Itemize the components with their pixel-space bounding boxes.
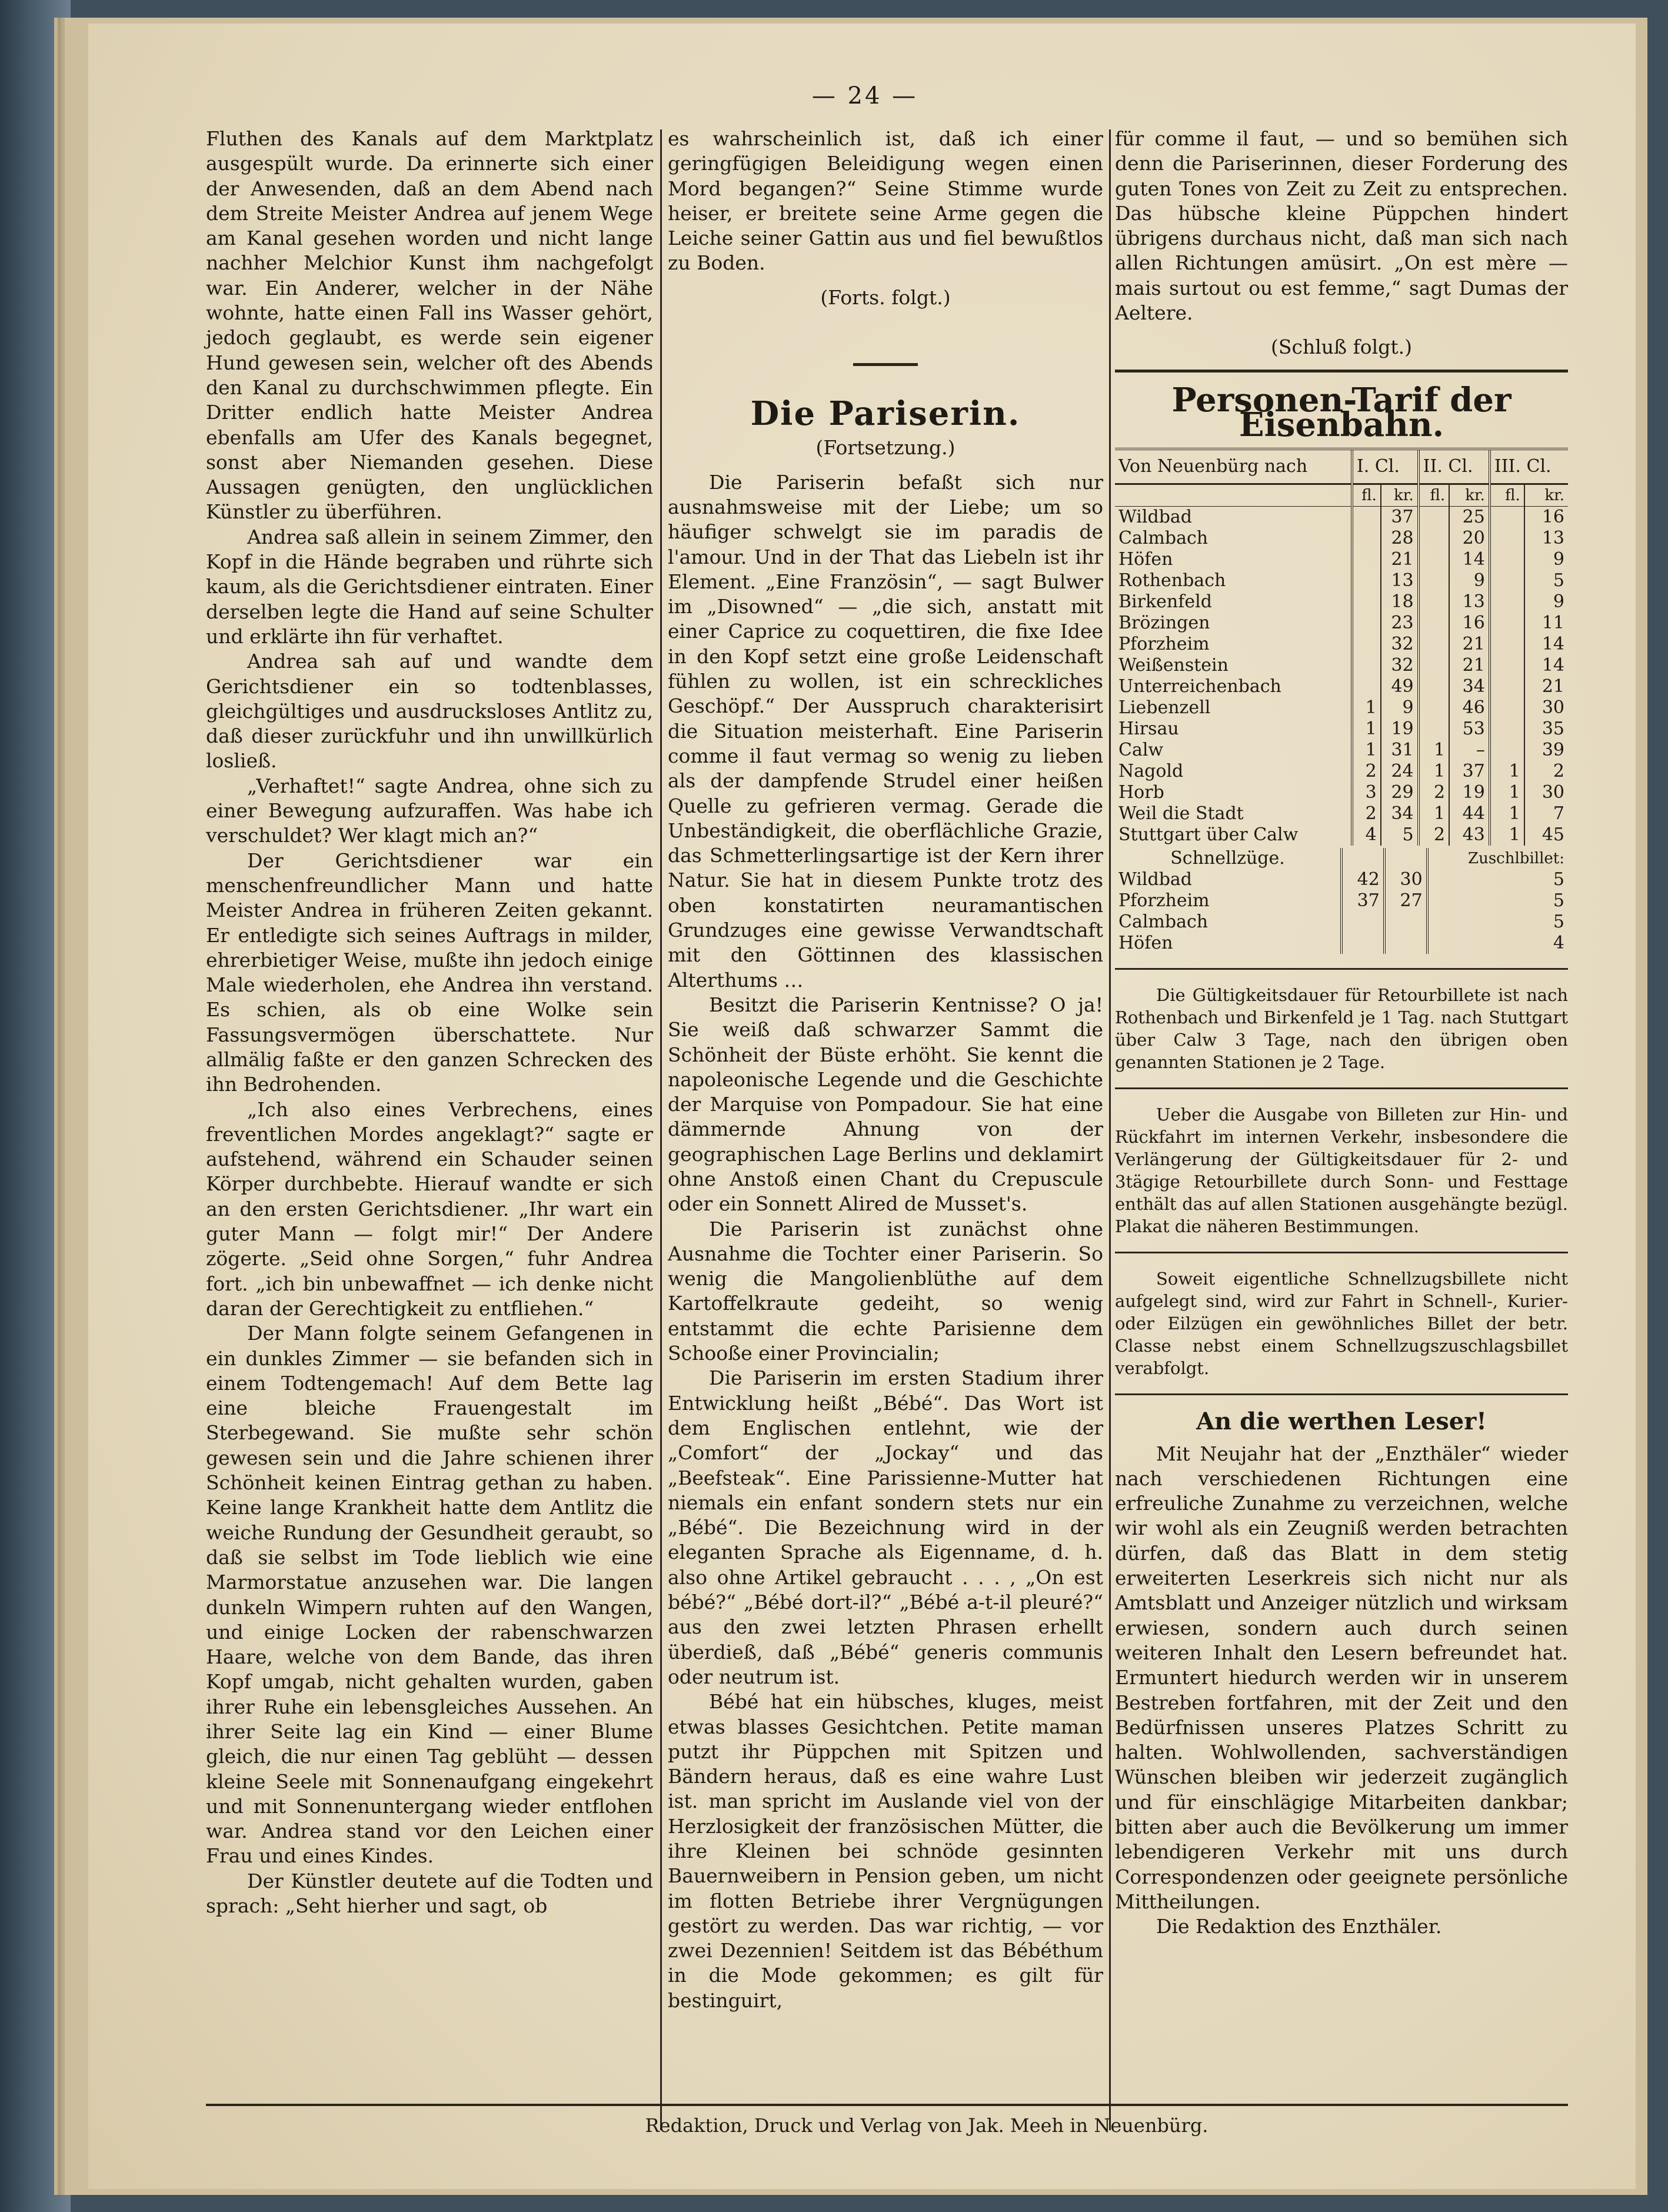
tarif-price: [1490, 655, 1524, 676]
schnellzug-station: Wildbad: [1118, 869, 1192, 890]
unit-fl: fl.: [1490, 484, 1524, 507]
tarif-station: Rothenbach: [1118, 570, 1226, 591]
schnellzug-row: [1115, 912, 1568, 933]
column-3: [1115, 127, 1568, 1940]
tarif-price: 53: [1449, 719, 1490, 740]
tarif-row: [1115, 719, 1568, 740]
tarif-price: 29: [1381, 782, 1419, 803]
tarif-price: 1: [1419, 803, 1449, 824]
schnellzug-price: [1384, 933, 1427, 954]
schnellzug-price: 27: [1384, 890, 1427, 912]
tarif-price: 21: [1449, 634, 1490, 655]
tarif-price: [1490, 719, 1524, 740]
tarif-row: [1115, 740, 1568, 761]
tarif-price: [1352, 570, 1381, 591]
paragraph: Der Künstler deutete auf die Todten und sprach: „Seht hierher und sagt, ob: [206, 1869, 653, 1918]
tarif-price: 1: [1490, 761, 1524, 782]
tarif-row: [1115, 507, 1568, 528]
tarif-price: [1419, 591, 1449, 613]
tarif-price: 28: [1381, 528, 1419, 549]
tarif-price: [1419, 697, 1449, 719]
tarif-price: 32: [1381, 655, 1419, 676]
tarif-station: Pforzheim: [1118, 634, 1210, 655]
schnellzug-price: 30: [1384, 869, 1427, 890]
note-divider: [1115, 968, 1568, 970]
tarif-price: 2: [1419, 824, 1449, 846]
tarif-price: 43: [1449, 824, 1490, 846]
tarif-price: 2: [1419, 782, 1449, 803]
tarif-price: 34: [1381, 803, 1419, 824]
unit-kr: kr.: [1381, 484, 1419, 507]
tarif-price: 39: [1524, 740, 1568, 761]
tarif-price: 19: [1449, 782, 1490, 803]
tarif-price: 45: [1524, 824, 1568, 846]
schnellzug-price: 5: [1427, 869, 1568, 890]
zuschlag-label: Zuschlbillet:: [1427, 848, 1568, 869]
tarif-price: [1352, 591, 1381, 613]
tarif-price: 9: [1449, 570, 1490, 591]
tarif-price: [1490, 507, 1524, 528]
tarif-price: 2: [1352, 761, 1381, 782]
paragraph: Andrea saß allein in seinem Zimmer, den Kopf in die Hände begraben und rührte sich kaum, als die Gerichtsdiener eintraten. Einer derselben legte die Hand auf seine Schulter und erklärte ihn für verhaftet.: [206, 525, 653, 648]
tarif-row: [1115, 761, 1568, 782]
tarif-station: Stuttgart über Calw: [1118, 824, 1299, 846]
tarif-row: [1115, 782, 1568, 803]
tarif-price: 14: [1524, 655, 1568, 676]
tarif-title: Personen-Tarif der Eisenbahn.: [1115, 370, 1568, 451]
tarif-station: Hirsau: [1118, 719, 1179, 740]
tarif-price: 1: [1419, 761, 1449, 782]
class-header: II. Cl.: [1419, 450, 1490, 484]
tarif-price: [1352, 676, 1381, 697]
tarif-price: 16: [1524, 507, 1568, 528]
class-header: I. Cl.: [1352, 450, 1419, 484]
schnellzug-price: 5: [1427, 912, 1568, 933]
tarif-row: [1115, 591, 1568, 613]
tarif-price: 14: [1449, 549, 1490, 570]
schnellzug-price: [1341, 912, 1384, 933]
validity-note: Die Gültigkeitsdauer für Retourbillete ist nach Rothenbach und Birkenfeld je 1 Tag. nach Stuttgart über Calw 3 Tage, nach den übrigen oben genannten Stationen je 2 Tage.: [1115, 985, 1568, 1073]
schnellzug-label: Schnellzüge.: [1170, 848, 1285, 869]
tarif-price: 37: [1381, 507, 1419, 528]
tarif-row: [1115, 570, 1568, 591]
tarif-price: 1: [1419, 740, 1449, 761]
tarif-price: [1419, 507, 1449, 528]
tarif-station: Weißenstein: [1118, 655, 1228, 676]
tarif-price: 37: [1449, 761, 1490, 782]
schnellzug-price: 42: [1341, 869, 1384, 890]
tarif-price: 21: [1381, 549, 1419, 570]
story-title: Die Pariserin.: [750, 394, 1021, 434]
tarif-price: [1352, 655, 1381, 676]
schnellzug-price: [1384, 912, 1427, 933]
tarif-price: [1490, 549, 1524, 570]
tarif-price: 24: [1381, 761, 1419, 782]
tarif-price: 30: [1524, 782, 1568, 803]
tarif-station: Horb: [1118, 782, 1164, 803]
tarif-station: Nagold: [1118, 761, 1184, 782]
tarif-price: [1352, 528, 1381, 549]
schnellzug-body: [1115, 848, 1568, 954]
section-divider: [853, 363, 918, 366]
schnellzug-row: [1115, 890, 1568, 912]
reader-notice-signature: Die Redaktion des Enzthäler.: [1156, 1915, 1442, 1938]
column-1: [206, 127, 653, 1918]
tarif-price: 13: [1381, 570, 1419, 591]
tarif-price: 23: [1381, 613, 1419, 634]
paragraph: Die Pariserin befaßt sich nur ausnahmsweise mit der Liebe; um so häufiger schwelgt sie im paradis de l'amour. Und in der That das Liebeln ist ihr Element. „Eine Französin“, — sagt Bulwer im „Disowned“ — „die sich, anstatt mit einer Caprice zu coquettiren, die fixe Idee in den Kopf setzt eine große Leidenschaft fühlen zu wollen, ist ein schreckliches Geschöpf.“ Der Ausspruch charakterisirt die Situation meisterhaft. Eine Pariserin comme il faut vermag so wenig zu lieben als der dampfende Strudel einer heißen Quelle zu gefrieren vermag. Gerade die Unbeständigkeit, die oberflächliche Grazie, das Schmetterlingsartige ist der Kern ihrer Natur. Sie hat in diesem Punkte trotz des oben konstatirten neuramantischen Grundzuges eine gewisse Verwandtschaft mit den Göttinnen des klassischen Alterthums …: [668, 470, 1103, 992]
tarif-price: 3: [1352, 782, 1381, 803]
tarif-station: Calmbach: [1118, 528, 1208, 549]
schnellzug-row: [1115, 933, 1568, 954]
unit-fl: fl.: [1419, 484, 1449, 507]
schnellzug-row: [1115, 869, 1568, 890]
tarif-price: 1: [1352, 697, 1381, 719]
tarif-price: [1352, 613, 1381, 634]
paragraph: es wahrscheinlich ist, daß ich einer geringfügigen Beleidigung wegen einen Mord begangen?“ Seine Stimme wurde heiser, er breitete seine Arme gegen die Leiche seiner Gattin aus und fiel bewußtlos zu Boden.: [668, 127, 1103, 275]
note-divider: [1115, 1393, 1568, 1395]
column-rule: [660, 129, 662, 2130]
tarif-price: 1: [1490, 782, 1524, 803]
tarif-price: 1: [1490, 824, 1524, 846]
schnellzug-price: 5: [1427, 890, 1568, 912]
tarif-station: Weil die Stadt: [1118, 803, 1244, 824]
tarif-price: 2: [1524, 761, 1568, 782]
tarif-price: [1490, 634, 1524, 655]
tarif-station: Birkenfeld: [1118, 591, 1212, 613]
tarif-price: 13: [1524, 528, 1568, 549]
unit-kr: kr.: [1524, 484, 1568, 507]
note-divider: [1115, 1252, 1568, 1253]
tarif-price: 1: [1352, 740, 1381, 761]
tarif-price: 1: [1352, 719, 1381, 740]
paragraph: Die Pariserin ist zunächst ohne Ausnahme die Tochter einer Pariserin. So wenig die Mangolienblüthe auf dem Kartoffelkraute gedeiht, so wenig entstammt die echte Parisienne dem Schooße einer Provincialin;: [668, 1217, 1103, 1365]
tarif-price: [1490, 676, 1524, 697]
story-subtitle: (Fortsetzung.): [815, 436, 955, 460]
tarif-price: [1490, 740, 1524, 761]
tarif-price: [1419, 719, 1449, 740]
paragraph: Bébé hat ein hübsches, kluges, meist etwas blasses Gesichtchen. Petite maman putzt ihr Püppchen mit Spitzen und Bändern heraus, daß es eine wahre Lust ist. man spricht im Auslande viel von der Herzlosigkeit der französischen Mütter, die ihre Kleinen bei schnöde gesinnten Bauernweibern in Pension geben, um nicht im flotten Betriebe ihrer Vergnügungen gestört zu werden. Das war richtig, — vor zwei Dezennien! Seitdem ist das Bébéthum in die Mode gekommen; es gilt für bestinguirt,: [668, 1690, 1103, 2012]
express-note: Soweit eigentliche Schnellzugsbillete nicht aufgelegt sind, wird zur Fahrt in Schnell-, Kurier- oder Eilzügen ein gewöhnliches Billet der betr. Classe nebst einem Schnellzugszuschlagsbillet verabfolgt.: [1115, 1269, 1568, 1379]
tarif-price: [1490, 528, 1524, 549]
tarif-price: 34: [1449, 676, 1490, 697]
tarif-row: [1115, 803, 1568, 824]
schnellzug-station: Pforzheim: [1118, 890, 1210, 912]
tarif-station: Calw: [1118, 740, 1164, 761]
tarif-price: [1419, 570, 1449, 591]
tarif-price: [1419, 528, 1449, 549]
schnellzug-price: 37: [1341, 890, 1384, 912]
tarif-price: 13: [1449, 591, 1490, 613]
paragraph: Fluthen des Kanals auf dem Marktplatz ausgespült wurde. Da erinnerte sich einer der Anwesenden, daß an dem Abend nach dem Streite Meister Andrea auf jenem Wege am Kanal gesehen worden und nicht lange nachher Melchior Kunst ihm nachgefolgt war. Ein Anderer, welcher in der Nähe wohnte, hatte einen Fall ins Wasser gehört, jedoch geglaubt, es werde sein eigener Hund gewesen sein, welcher oft des Abends den Kanal zu durchschwimmen pflegte. Ein Dritter endlich hatte Meister Andrea ebenfalls am Ufer des Kanals begegnet, sonst aber Niemanden gesehen. Diese Aussagen genügten, den unglücklichen Künstler zu überführen.: [206, 127, 653, 524]
schnellzug-table: [1115, 848, 1568, 954]
reader-notice-title: An die werthen Leser!: [1196, 1408, 1487, 1436]
unit-fl: fl.: [1352, 484, 1381, 507]
tarif-row: [1115, 613, 1568, 634]
tarif-price: 5: [1524, 570, 1568, 591]
paragraph: Der Mann folgte seinem Gefangenen in ein dunkles Zimmer — sie befanden sich in einem Todtengemach! Auf dem Bette lag eine bleiche Frauengestalt im Sterbegewand. Sie mußte sehr schön gewesen sein und die Jahre schienen ihrer Schönheit keinen Eintrag gethan zu haben. Keine lange Krankheit hatte dem Antlitz die weiche Rundung der Gesundheit geraubt, so daß sie selbst im Tode lieblich wie eine Marmorstatue anzusehen war. Die langen dunkeln Wimpern ruhten auf den Wangen, und einige Locken der rabenschwarzen Haare, welche von dem Bande, das ihren Kopf umgab, nicht gehalten wurden, gaben ihrer Ruhe ein lebensgleiches Aussehen. An ihrer Seite lag ein Kind — einer Blume gleich, die nur einen Tag geblüht — dessen kleine Seele mit Sonnenaufgang eingekehrt und mit Sonnenuntergang wieder entflohen war. Andrea stand vor den Leichen einer Frau und eines Kindes.: [206, 1322, 653, 1868]
schnellzug-price: 4: [1427, 933, 1568, 954]
tarif-price: [1490, 697, 1524, 719]
tarif-price: 9: [1524, 549, 1568, 570]
paragraph: „Verhaftet!“ sagte Andrea, ohne sich zu einer Bewegung aufzuraffen. Was habe ich verschuldet? Wer klagt mich an?“: [206, 774, 653, 847]
tarif-price: 2: [1352, 803, 1381, 824]
note-divider: [1115, 1087, 1568, 1089]
tarif-row: [1115, 528, 1568, 549]
tarif-price: [1419, 634, 1449, 655]
tarif-price: [1490, 591, 1524, 613]
paragraph: Der Gerichtsdiener war ein menschenfreundlicher Mann und hatte Meister Andrea in früheren Zeiten gekannt. Er entledigte sich seines Auftrags in milder, ehrerbietiger Weise, mußte ihn jedoch einige Male wiederholen, ehe Andrea ihn verstand. Es schien, als ob eine Wolke sein Fassungsvermögen überschattete. Nur allmälig faßte er den ganzen Schrecken des ihn Bedrohenden.: [206, 849, 653, 1096]
column-rule: [1109, 129, 1111, 2130]
tarif-price: [1352, 549, 1381, 570]
tarif-body: [1115, 484, 1568, 846]
tarif-price: 32: [1381, 634, 1419, 655]
tarif-price: 19: [1381, 719, 1419, 740]
tarif-price: [1419, 655, 1449, 676]
tarif-price: 1: [1490, 803, 1524, 824]
class-header: III. Cl.: [1490, 450, 1568, 484]
tarif-table: [1115, 450, 1568, 846]
tarif-row: [1115, 549, 1568, 570]
reader-notice-text: Mit Neujahr hat der „Enzthäler“ wieder nach verschiedenen Richtungen eine erfreuliche Zunahme zu verzeichnen, welche wir wohl als ein Zeugniß werden betrachten dürfen, daß das Blatt in dem stetig erweiterten Leserkreis sich nicht nur als Amtsblatt und Anzeiger nützlich und wirksam erwiesen, sondern auch durch seinen weiteren Inhalt den Lesern befreundet hat. Ermuntert hiedurch werden wir in unserem Bestreben fortfahren, mit der Zeit und den Bedürfnissen unseres Platzes Schritt zu halten. Wohlwollenden, sachverständigen Wünschen bleiben wir jederzeit zugänglich und für einschlägige Mitarbeiten dankbar; bitten aber auch die Bevölkerung um immer lebendigeren Verkehr mit uns durch Correspondenzen oder geeignete persönliche Mittheilungen.: [1115, 1442, 1568, 1913]
tarif-row: [1115, 634, 1568, 655]
schnellzug-station: Calmbach: [1118, 912, 1208, 933]
tarif-price: 31: [1381, 740, 1419, 761]
tarif-price: 44: [1449, 803, 1490, 824]
tarif-price: 11: [1524, 613, 1568, 634]
tarif-price: [1490, 570, 1524, 591]
tarif-price: 20: [1449, 528, 1490, 549]
tarif-price: [1352, 507, 1381, 528]
tarif-station: Unterreichenbach: [1118, 676, 1281, 697]
tarif-price: 18: [1381, 591, 1419, 613]
tarif-station: Höfen: [1118, 549, 1173, 570]
page-number: — 24 —: [811, 82, 918, 109]
paragraph: „Ich also eines Verbrechens, eines freventlichen Mordes angeklagt?“ sagte er aufstehend, während ein Schauder seinen Körper durchbebte. Hierauf wandte er sich an den ersten Gerichtsdiener. „Ihr wart ein guter Mann — folgt mir!“ Der Andere zögerte. „Seid ohne Sorgen,“ fuhr Andrea fort. „ich bin unbewaffnet — ich denke nicht daran der Gerechtigkeit zu entfliehen.“: [206, 1097, 653, 1320]
tarif-row: [1115, 697, 1568, 719]
tarif-price: [1419, 549, 1449, 570]
imprint: Redaktion, Druck und Verlag von Jak. Meeh in Neuenbürg.: [645, 2114, 1208, 2137]
ticket-note: Ueber die Ausgabe von Billeten zur Hin- und Rückfahrt im internen Verkehr, insbesondere die Verlängerung der Gültigkeitsdauer für 2- und 3tägige Retourbillete durch Sonn- und Festtage enthält das auf allen Stationen ausgehängte bezügl. Plakat die näheren Bestimmungen.: [1115, 1105, 1568, 1237]
tarif-station: Brözingen: [1118, 613, 1210, 634]
unit-kr: kr.: [1449, 484, 1490, 507]
tarif-price: [1419, 676, 1449, 697]
tarif-row: [1115, 824, 1568, 846]
paragraph: für comme il faut, — und so bemühen sich denn die Pariserinnen, dieser Forderung des guten Tones von Zeit zu Zeit zu entsprechen. Das hübsche kleine Püppchen hindert übrigens durchaus nicht, daß man sich nach allen Richtungen amüsirt. „On est mère — mais surtout ou est femme,“ sagt Dumas der Aeltere.: [1115, 127, 1568, 325]
tarif-price: 49: [1381, 676, 1419, 697]
tarif-price: 14: [1524, 634, 1568, 655]
column-2: [668, 127, 1103, 2013]
paragraph: Die Pariserin im ersten Stadium ihrer Entwicklung heißt „Bébé“. Das Wort ist dem Englischen entlehnt, wie der „Comfort“ der „Jockay“ und das „Beefsteak“. Eine Parissienne-Mutter hat niemals ein enfant sondern stets nur ein „Bébé“. Die Bezeichnung wird in der eleganten Sprache als Eigenname, d. h. also ohne Artikel gebraucht . . . , „On est bébé?“ „Bébé dort-il?“ „Bébé a-t-il pleuré?“ aus den zwei letzten Phrasen erhellt überdieß, daß „Bébé“ generis communis oder neutrum ist.: [668, 1366, 1103, 1688]
tarif-from-header: Von Neuenbürg nach: [1115, 450, 1352, 484]
tarif-price: 25: [1449, 507, 1490, 528]
tarif-price: 9: [1524, 591, 1568, 613]
tarif-price: 46: [1449, 697, 1490, 719]
tarif-price: 21: [1449, 655, 1490, 676]
continued-note: (Forts. folgt.): [820, 285, 951, 309]
tarif-price: 16: [1449, 613, 1490, 634]
tarif-row: [1115, 655, 1568, 676]
tarif-price: [1419, 613, 1449, 634]
tarif-price: [1490, 613, 1524, 634]
tarif-price: 21: [1524, 676, 1568, 697]
schnellzug-price: [1341, 933, 1384, 954]
tarif-price: [1352, 634, 1381, 655]
paragraph: Andrea sah auf und wandte dem Gerichtsdiener ein so todtenblasses, gleichgültiges und ausdrucksloses Antlitz zu, daß dieser zurückfuhr und ihn unwillkürlich losließ.: [206, 650, 653, 773]
tarif-row: [1115, 676, 1568, 697]
tarif-price: 5: [1381, 824, 1419, 846]
book-cover-edge: [0, 0, 71, 2212]
tarif-price: 30: [1524, 697, 1568, 719]
tarif-station: Liebenzell: [1118, 697, 1211, 719]
tarif-price: 9: [1381, 697, 1419, 719]
tarif-price: 7: [1524, 803, 1568, 824]
tarif-station: Wildbad: [1118, 507, 1192, 528]
footer-rule: [206, 2104, 1568, 2106]
schnellzug-station: Höfen: [1118, 933, 1173, 954]
tarif-price: 4: [1352, 824, 1381, 846]
continued-note: (Schluß folgt.): [1271, 335, 1412, 359]
tarif-price: 35: [1524, 719, 1568, 740]
tarif-price: –: [1449, 740, 1490, 761]
paragraph: Besitzt die Pariserin Kentnisse? O ja! Sie weiß daß schwarzer Sammt die Schönheit der Büste erhöht. Sie kennt die napoleonische Legende und die Geschichte der Marquise von Pompadour. Sie hat eine dämmernde Ahnung von der geographischen Lage Berlins und deklamirt ohne Anstoß einen Chant du Crepuscule oder ein Sonnett Alired de Musset's.: [668, 993, 1103, 1216]
